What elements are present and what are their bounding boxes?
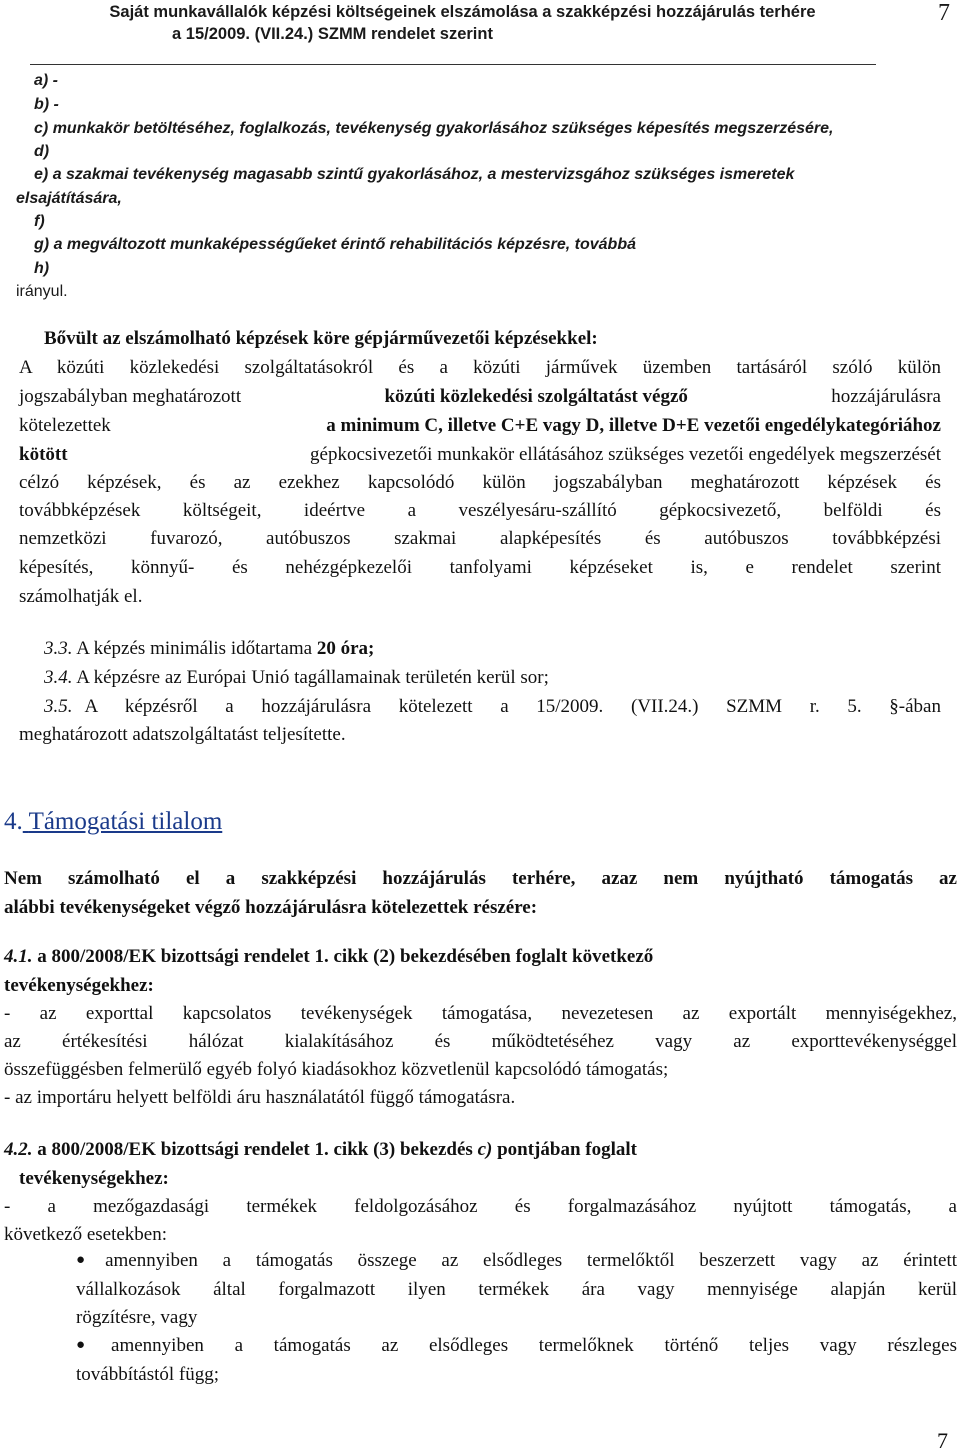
section-4-intro-cont: alábbi tevékenységeket végző hozzájárulásra kötelezettek részére: <box>4 897 538 918</box>
list-item-a: a) - <box>34 72 58 89</box>
point-3-3: 3.3. A képzés minimális időtartama 20 óra; <box>44 638 375 659</box>
extended-line: továbbképzések költségeit, ideértve a veszélyesáru-szállító gépkocsivezető, belföldi és <box>19 500 941 521</box>
section-4-2-line: - a mezőgazdasági termékek feldolgozásához és forgalmazásához nyújtott támogatás, a <box>4 1196 957 1217</box>
section-4-1-line: - az importáru helyett belföldi áru használatától függő támogatásra. <box>4 1087 516 1108</box>
list-item-h: h) <box>34 260 50 277</box>
bullet-icon: ● <box>76 1337 112 1353</box>
section-4-2-title: 4.2. a 800/2008/EK bizottsági rendelet 1. cikk (3) bekezdés c) pontjában foglalt <box>4 1139 637 1160</box>
point-3-5-cont: meghatározott adatszolgáltatást teljesítette. <box>19 724 346 745</box>
extended-line: A közúti közlekedési szolgáltatásokról és a közúti járművek üzemben tartásáról szóló külön <box>19 357 941 378</box>
section-4-2-title-cont: tevékenységekhez: <box>19 1168 169 1189</box>
header-rule <box>30 64 876 65</box>
point-3-5: 3.5. A képzésről a hozzájárulásra kötelezett a 15/2009. (VII.24.) SZMM r. 5. §-ában <box>44 696 941 717</box>
extended-line: jogszabályban meghatározott közúti közlekedési szolgáltatást végző hozzájárulásra <box>19 386 941 407</box>
section-4-1-title: 4.1. a 800/2008/EK bizottsági rendelet 1. cikk (2) bekezdésében foglalt következő <box>4 946 654 967</box>
extended-line: nemzetközi fuvarozó, autóbuszos szakmai alapképesítés és autóbuszos továbbképzési <box>19 528 941 549</box>
list-closing: irányul. <box>16 283 68 300</box>
list-item-g: g) a megváltozott munkaképességűeket érintő rehabilitációs képzésre, továbbá <box>34 236 636 253</box>
page-number-top: 7 <box>938 0 950 26</box>
list-item-b: b) - <box>34 96 59 113</box>
extended-line-last: számolhatják el. <box>19 586 143 607</box>
bullet-item-cont: továbbítástól függ; <box>76 1364 220 1385</box>
bullet-item: ●amennyiben a támogatás összege az elsődleges termelőktől beszerzett vagy az érintett <box>76 1250 958 1271</box>
list-item-d: d) <box>34 143 50 160</box>
list-item-e-cont: elsajátítására, <box>16 190 122 207</box>
bullet-item-cont: rögzítésre, vagy <box>76 1307 198 1328</box>
bullet-item: ●amennyiben a támogatás az elsődleges termelőknek történő teljes vagy részleges <box>76 1335 957 1356</box>
section-4-heading: 4. Támogatási tilalom <box>4 808 223 835</box>
header-title-line2: a 15/2009. (VII.24.) SZMM rendelet szerint <box>172 25 493 43</box>
list-item-e: e) a szakmai tevékenység magasabb szintű gyakorlásához, a mestervizsgához szükséges ismeretek <box>34 166 795 183</box>
extended-line: célzó képzések, és az ezekhez kapcsolódó külön jogszabályban meghatározott képzések és <box>19 472 941 493</box>
bullet-icon: ● <box>76 1252 106 1268</box>
point-3-4: 3.4. A képzésre az Európai Unió tagállamainak területén kerül sor; <box>44 667 549 688</box>
list-item-c: c) munkakör betöltéséhez, foglalkozás, tevékenység gyakorlásához szükséges képesítés megszerzésére, <box>34 120 834 137</box>
header-title-line1: Saját munkavállalók képzési költségeinek elszámolása a szakképzési hozzájárulás terhére <box>109 3 816 21</box>
section-4-1-line: - az exporttal kapcsolatos tevékenységek támogatása, nevezetesen az exportált mennyiségekhez, <box>4 1003 957 1024</box>
extended-line: képesítés, könnyű- és nehézgépkezelői tanfolyami képzéseket is, e rendelet szerint <box>19 557 941 578</box>
page-number-bottom: 7 <box>937 1428 948 1453</box>
extended-line: kötött gépkocsivezetői munkakör ellátásához szükséges vezetői engedélyek megszerzését <box>19 444 941 465</box>
section-4-1-line: az értékesítési hálózat kialakításához és működtetéséhez vagy az exporttevékenységgel <box>4 1031 957 1052</box>
extended-line: kötelezettek a minimum C, illetve C+E vagy D, illetve D+E vezetői engedélykategóriához <box>19 415 941 436</box>
section-4-title: Támogatási tilalom <box>28 808 223 835</box>
section-4-2-line: következő esetekben: <box>4 1224 168 1245</box>
section-4-1-line: összefüggésben felmerülő egyéb folyó kiadásokhoz közvetlenül kapcsolódó támogatás; <box>4 1059 669 1080</box>
section-4-1-title-cont: tevékenységekhez: <box>4 975 154 996</box>
extended-title: Bővült az elszámolható képzések köre gépjárművezetői képzésekkel: <box>44 328 598 349</box>
section-4-intro: Nem számolható el a szakképzési hozzájárulás terhére, azaz nem nyújtható támogatás az <box>4 868 957 889</box>
bullet-item-cont: vállalkozások által forgalmazott ilyen termékek ára vagy mennyisége alapján kerül <box>76 1279 957 1300</box>
list-item-f: f) <box>34 213 45 230</box>
